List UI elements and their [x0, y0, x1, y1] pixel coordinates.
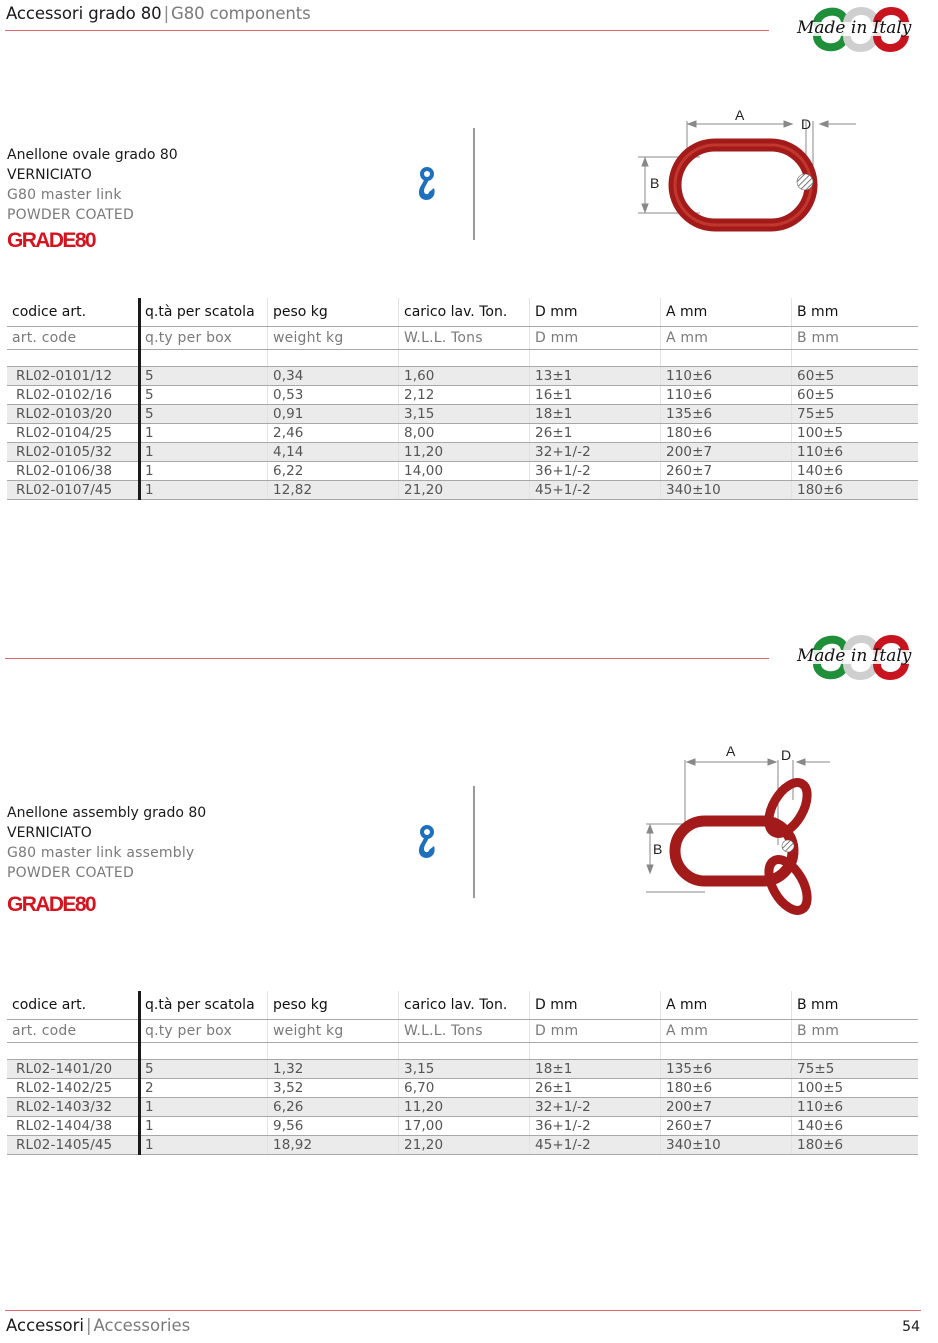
col-header: q.ty per box	[140, 1020, 268, 1043]
header-separator: |	[163, 4, 170, 23]
table-cell: 200±7	[661, 1098, 792, 1117]
table-cell: 75±5	[792, 405, 919, 424]
table-spacer-row	[7, 1043, 918, 1060]
table-cell: 0,53	[268, 386, 399, 405]
table-cell: RL02-1401/20	[7, 1060, 140, 1079]
table-cell: 18±1	[530, 405, 661, 424]
table-cell: 3,15	[399, 405, 530, 424]
table-cell: 6,26	[268, 1098, 399, 1117]
hook-icon	[414, 167, 438, 203]
table-cell: 26±1	[530, 1079, 661, 1098]
table-cell: 14,00	[399, 462, 530, 481]
master-link-shape	[675, 145, 811, 225]
table-cell: 135±6	[661, 1060, 792, 1079]
grade-80-badge	[7, 229, 95, 253]
dim-label-b: B	[653, 841, 663, 857]
table-cell: 21,20	[399, 481, 530, 500]
sub-link-upper	[761, 776, 815, 839]
footer-section-it: Accessori	[6, 1316, 84, 1335]
table-cell: 260±7	[661, 1117, 792, 1136]
col-header: q.ty per box	[140, 327, 268, 350]
table-body	[7, 1060, 918, 1155]
col-header: D mm	[530, 1020, 661, 1043]
table-cell: 32+1/-2	[530, 443, 661, 462]
dim-label-a: A	[735, 107, 745, 123]
table-cell: 12,82	[268, 481, 399, 500]
product-finish-en: POWDER COATED	[7, 865, 134, 881]
table-cell: 110±6	[661, 367, 792, 386]
col-header: codice art.	[7, 298, 140, 327]
table-cell: RL02-0103/20	[7, 405, 140, 424]
cross-section-marker	[782, 840, 794, 852]
grade-80-badge	[7, 893, 95, 917]
col-header: B mm	[792, 327, 919, 350]
table-cell: 180±6	[661, 424, 792, 443]
logo-text: Made in Italy	[797, 18, 912, 38]
table-cell: 2	[140, 1079, 268, 1098]
table-cell: RL02-0106/38	[7, 462, 140, 481]
table-cell: 2,12	[399, 386, 530, 405]
table-cell: 3,52	[268, 1079, 399, 1098]
table-cell: 2,46	[268, 424, 399, 443]
table-cell: 110±6	[661, 386, 792, 405]
footer-rule	[5, 1310, 921, 1311]
table-cell: 0,91	[268, 405, 399, 424]
product-finish-en: POWDER COATED	[7, 207, 134, 223]
grade-word: GRADE	[7, 893, 75, 916]
col-header: codice art.	[7, 991, 140, 1020]
table-cell: 36+1/-2	[530, 462, 661, 481]
table-cell: 21,20	[399, 1136, 530, 1155]
product-name-it: Anellone assembly grado 80	[7, 805, 207, 821]
table-row	[7, 367, 918, 386]
table-cell: 5	[140, 405, 268, 424]
table-spacer-row	[7, 350, 918, 367]
table-cell: 1	[140, 1117, 268, 1136]
table-cell: RL02-1402/25	[7, 1079, 140, 1098]
grade-word: GRADE	[7, 229, 75, 252]
footer-separator: |	[85, 1316, 92, 1335]
table-cell: 18,92	[268, 1136, 399, 1155]
grade-number: 80	[74, 893, 96, 916]
product-name-en: G80 master link assembly	[7, 845, 195, 861]
table-cell: 340±10	[661, 1136, 792, 1155]
section-divider	[473, 786, 475, 898]
table-cell: 17,00	[399, 1117, 530, 1136]
col-header: q.tà per scatola	[140, 991, 268, 1020]
col-header: carico lav. Ton.	[399, 298, 530, 327]
header-title-en: G80 components	[171, 4, 311, 23]
col-header: q.tà per scatola	[140, 298, 268, 327]
col-header: A mm	[661, 327, 792, 350]
master-link-diagram	[630, 105, 870, 235]
product-description	[7, 145, 178, 225]
table-cell: 4,14	[268, 443, 399, 462]
table-cell: 60±5	[792, 386, 919, 405]
table-cell: 1	[140, 462, 268, 481]
col-header: D mm	[530, 298, 661, 327]
table-cell: 1	[140, 1136, 268, 1155]
col-header: carico lav. Ton.	[399, 991, 530, 1020]
table-cell: 16±1	[530, 386, 661, 405]
table-cell: 9,56	[268, 1117, 399, 1136]
spec-table-master-link-assembly	[7, 991, 918, 1155]
table-cell: RL02-0102/16	[7, 386, 140, 405]
table-cell: 13±1	[530, 367, 661, 386]
table-cell: 3,15	[399, 1060, 530, 1079]
dim-label-d: D	[801, 116, 812, 132]
table-header-row-it	[7, 298, 918, 327]
table-cell: 135±6	[661, 405, 792, 424]
table-row	[7, 443, 918, 462]
sub-link-lower	[761, 853, 815, 916]
table-header-row-en	[7, 1020, 918, 1043]
table-cell: RL02-1405/45	[7, 1136, 140, 1155]
table-header-row-en	[7, 327, 918, 350]
table-row	[7, 1079, 918, 1098]
table-row	[7, 1136, 918, 1155]
table-cell: 60±5	[792, 367, 919, 386]
table-cell: 200±7	[661, 443, 792, 462]
table-cell: RL02-0105/32	[7, 443, 140, 462]
hook-icon	[414, 825, 438, 861]
dim-label-a: A	[726, 743, 736, 759]
col-header: A mm	[661, 298, 792, 327]
grade-number: 80	[74, 229, 96, 252]
table-cell: 5	[140, 386, 268, 405]
col-header: W.L.L. Tons	[399, 1020, 530, 1043]
table-cell: 18±1	[530, 1060, 661, 1079]
table-cell: 36+1/-2	[530, 1117, 661, 1136]
logo-text: Made in Italy	[797, 646, 912, 666]
table-cell: 180±6	[792, 481, 919, 500]
page-number: 54	[902, 1319, 920, 1335]
col-header: A mm	[661, 1020, 792, 1043]
table-cell: RL02-0107/45	[7, 481, 140, 500]
table-cell: 100±5	[792, 1079, 919, 1098]
product-name-en: G80 master link	[7, 187, 122, 203]
table-cell: 260±7	[661, 462, 792, 481]
table-cell: RL02-1403/32	[7, 1098, 140, 1117]
table-cell: 1,60	[399, 367, 530, 386]
table-cell: RL02-0104/25	[7, 424, 140, 443]
table-cell: 110±6	[792, 1098, 919, 1117]
col-header: D mm	[530, 327, 661, 350]
made-in-italy-logo	[795, 628, 923, 684]
table-cell: 140±6	[792, 1117, 919, 1136]
header-rule	[5, 30, 769, 31]
table-cell: 1	[140, 1098, 268, 1117]
table-row	[7, 1117, 918, 1136]
table-row	[7, 386, 918, 405]
table-cell: 110±6	[792, 443, 919, 462]
cross-section-marker	[797, 174, 813, 190]
col-header: weight kg	[268, 327, 399, 350]
table-cell: 5	[140, 1060, 268, 1079]
col-header: peso kg	[268, 298, 399, 327]
table-cell: 5	[140, 367, 268, 386]
table-cell: RL02-1404/38	[7, 1117, 140, 1136]
table-cell: 340±10	[661, 481, 792, 500]
col-header: art. code	[7, 327, 140, 350]
table-row	[7, 481, 918, 500]
section-rule	[5, 658, 769, 659]
table-cell: 45+1/-2	[530, 1136, 661, 1155]
made-in-italy-logo	[795, 0, 923, 56]
table-cell: 32+1/-2	[530, 1098, 661, 1117]
dim-label-d: D	[781, 747, 792, 763]
master-link-assembly-diagram	[630, 740, 840, 920]
table-cell: 11,20	[399, 1098, 530, 1117]
table-row	[7, 424, 918, 443]
table-header-row-it	[7, 991, 918, 1020]
table-cell: 180±6	[792, 1136, 919, 1155]
product-name-it: Anellone ovale grado 80	[7, 147, 178, 163]
section-divider	[473, 128, 475, 240]
product-description	[7, 803, 206, 883]
col-header: W.L.L. Tons	[399, 327, 530, 350]
col-header: B mm	[792, 1020, 919, 1043]
table-cell: 100±5	[792, 424, 919, 443]
col-header: D mm	[530, 991, 661, 1020]
table-cell: 11,20	[399, 443, 530, 462]
table-cell: 180±6	[661, 1079, 792, 1098]
table-cell: 45+1/-2	[530, 481, 661, 500]
table-row	[7, 1098, 918, 1117]
table-row	[7, 1060, 918, 1079]
spec-table-master-link	[7, 298, 918, 500]
product-finish-it: VERNICIATO	[7, 167, 92, 183]
table-cell: 1	[140, 443, 268, 462]
col-header: art. code	[7, 1020, 140, 1043]
table-cell: 140±6	[792, 462, 919, 481]
table-cell: 26±1	[530, 424, 661, 443]
footer-section-en: Accessories	[93, 1316, 191, 1335]
table-row	[7, 462, 918, 481]
col-header: A mm	[661, 991, 792, 1020]
table-cell: 8,00	[399, 424, 530, 443]
product-finish-it: VERNICIATO	[7, 825, 92, 841]
table-cell: 1	[140, 424, 268, 443]
page-header-title	[6, 4, 311, 23]
table-cell: RL02-0101/12	[7, 367, 140, 386]
table-row	[7, 405, 918, 424]
table-cell: 1,32	[268, 1060, 399, 1079]
col-header: peso kg	[268, 991, 399, 1020]
table-cell: 6,22	[268, 462, 399, 481]
dim-label-b: B	[650, 175, 660, 191]
table-cell: 1	[140, 481, 268, 500]
header-title-it: Accessori grado 80	[6, 4, 162, 23]
col-header: B mm	[792, 991, 919, 1020]
col-header: B mm	[792, 298, 919, 327]
footer-section-title	[6, 1316, 190, 1335]
table-cell: 75±5	[792, 1060, 919, 1079]
table-cell: 0,34	[268, 367, 399, 386]
table-cell: 6,70	[399, 1079, 530, 1098]
table-body	[7, 367, 918, 500]
col-header: weight kg	[268, 1020, 399, 1043]
